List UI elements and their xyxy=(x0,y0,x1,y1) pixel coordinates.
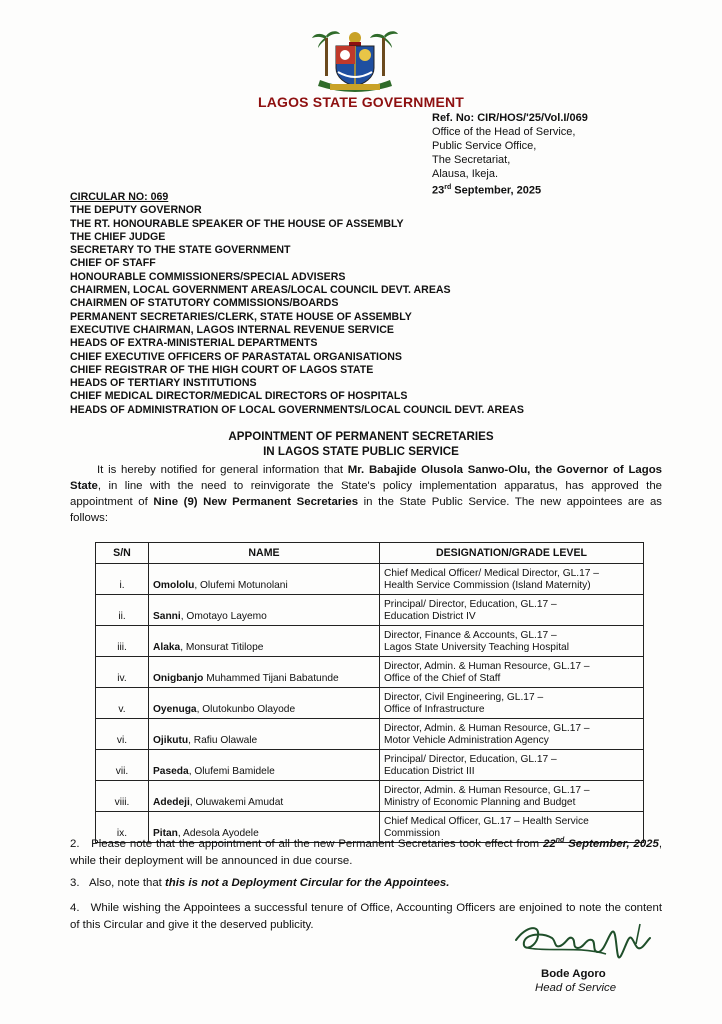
date-rest: September, 2025 xyxy=(451,184,542,197)
addressee: CHIEF EXECUTIVE OFFICERS OF PARASTATAL ORGANISATIONS xyxy=(70,350,402,363)
effective-rest: September, 2025 xyxy=(564,837,659,850)
addressee: CHIEF REGISTRAR OF THE HIGH COURT OF LAGOS STATE xyxy=(70,363,374,376)
addressee: CHAIRMEN, LOCAL GOVERNMENT AREAS/LOCAL COUNCIL DEVT. AREAS xyxy=(70,284,451,297)
surname: Omololu xyxy=(153,580,195,591)
designation xyxy=(380,595,644,626)
paragraph-2 xyxy=(70,832,662,870)
reference-number: Ref. No: CIR/HOS/'25/Vol.I/069 xyxy=(432,112,588,124)
addressee: HEADS OF TERTIARY INSTITUTIONS xyxy=(70,377,257,390)
designation-line: Ministry of Economic Planning and Budget xyxy=(384,797,576,808)
designation-line: Lagos State University Teaching Hospital xyxy=(384,642,569,653)
addressee: THE DEPUTY GOVERNOR xyxy=(70,204,202,217)
other-names: , Olutokunbo Olayode xyxy=(196,704,296,715)
serial-number: iv. xyxy=(96,657,149,688)
designation-line: Office of Infrastructure xyxy=(384,704,485,715)
appointees-table xyxy=(95,542,644,843)
address-line: Public Service Office, xyxy=(432,140,537,152)
government-title: LAGOS STATE GOVERNMENT xyxy=(257,94,465,110)
text: It is hereby notified for general information that xyxy=(97,464,348,476)
coat-of-arms-icon xyxy=(312,28,398,96)
serial-number: iii. xyxy=(96,626,149,657)
designation xyxy=(380,688,644,719)
other-names: , Olufemi Motunolani xyxy=(194,580,288,591)
column-header-name: NAME xyxy=(149,543,380,564)
column-header-sn: S/N xyxy=(96,543,149,564)
appointee-name xyxy=(149,626,380,657)
other-names: , Omotayo Layemo xyxy=(180,611,267,622)
appointee-name xyxy=(149,719,380,750)
text: , while their deployment will be announced in due course. xyxy=(70,837,663,867)
surname: Alaka xyxy=(153,642,181,653)
surname: Pitan xyxy=(153,828,178,839)
designation xyxy=(380,626,644,657)
paragraph-3 xyxy=(70,875,662,892)
address-line: Alausa, Ikeja. xyxy=(432,168,499,180)
designation-line: Director, Civil Engineering, GL.17 – xyxy=(384,692,544,703)
address-line: The Secretariat, xyxy=(432,154,511,166)
office-address xyxy=(432,111,588,198)
designation xyxy=(380,564,644,595)
paragraph-1 xyxy=(70,462,662,526)
other-names: , Adesola Ayodele xyxy=(177,828,259,839)
appointee-name xyxy=(149,688,380,719)
designation-line: Motor Vehicle Administration Agency xyxy=(384,735,549,746)
designation-line: Health Service Commission (Island Maternity) xyxy=(384,580,591,591)
text: Please note that the appointment of all the new Permanent Secretaries took effect from xyxy=(91,837,544,850)
addressee: THE CHIEF JUDGE xyxy=(70,230,166,243)
surname: Onigbanjo xyxy=(153,673,204,684)
table-row xyxy=(96,750,644,781)
text: in the State Public Service. The new appointees are as follows: xyxy=(70,496,662,524)
table-row xyxy=(96,781,644,812)
addressee: EXECUTIVE CHAIRMAN, LAGOS INTERNAL REVENUE SERVICE xyxy=(70,323,394,336)
addressee: HONOURABLE COMMISSIONERS/SPECIAL ADVISERS xyxy=(70,270,346,283)
addressee: THE RT. HONOURABLE SPEAKER OF THE HOUSE OF ASSEMBLY xyxy=(70,217,404,230)
paragraph-number: 3. xyxy=(70,877,80,889)
governor-name: Mr. Babajide Olusola Sanwo-Olu, the Governor of Lagos State xyxy=(70,464,662,492)
paragraph-number: 2. xyxy=(70,837,80,850)
surname: Oyenuga xyxy=(153,704,197,715)
appointment-count: Nine (9) New Permanent Secretaries xyxy=(153,496,359,508)
circular-number: CIRCULAR NO: 069 xyxy=(70,191,169,203)
addressee: HEADS OF EXTRA-MINISTERIAL DEPARTMENTS xyxy=(70,337,318,350)
designation-line: Education District IV xyxy=(384,611,476,622)
serial-number: ix. xyxy=(96,812,149,843)
table-row xyxy=(96,595,644,626)
designation xyxy=(380,781,644,812)
serial-number: vi. xyxy=(96,719,149,750)
serial-number: vii. xyxy=(96,750,149,781)
addressee: CHAIRMEN OF STATUTORY COMMISSIONS/BOARDS xyxy=(70,297,339,310)
serial-number: i. xyxy=(96,564,149,595)
addressee: CHIEF MEDICAL DIRECTOR/MEDICAL DIRECTORS OF HOSPITALS xyxy=(70,390,408,403)
designation-line: Principal/ Director, Education, GL.17 – xyxy=(384,599,557,610)
text: , in line with the need to reinvigorate the State's policy implementation apparatus, has approved the appointment of xyxy=(70,480,662,508)
surname: Ojikutu xyxy=(153,735,189,746)
text: Also, note that xyxy=(89,877,165,889)
date-suffix: rd xyxy=(444,184,452,191)
appointee-name xyxy=(149,750,380,781)
surname: Paseda xyxy=(153,766,189,777)
table-header-row xyxy=(96,543,644,564)
heading-line: IN LAGOS STATE PUBLIC SERVICE xyxy=(263,445,459,458)
serial-number: ii. xyxy=(96,595,149,626)
serial-number: v. xyxy=(96,688,149,719)
designation xyxy=(380,750,644,781)
signatory-title: Head of Service xyxy=(535,982,617,994)
addressee: PERMANENT SECRETARIES/CLERK, STATE HOUSE OF ASSEMBLY xyxy=(70,310,412,323)
designation-line: Principal/ Director, Education, GL.17 – xyxy=(384,754,557,765)
table-row xyxy=(96,688,644,719)
effective-date xyxy=(543,838,659,850)
appointee-name xyxy=(149,595,380,626)
circular-heading xyxy=(0,429,722,459)
surname: Sanni xyxy=(153,611,181,622)
designation-line: Education District III xyxy=(384,766,475,777)
other-names: , Rafiu Olawale xyxy=(188,735,258,746)
other-names: Muhammed Tijani Babatunde xyxy=(203,673,339,684)
addressee: SECRETARY TO THE STATE GOVERNMENT xyxy=(70,244,291,257)
designation-line: Director, Admin. & Human Resource, GL.17 – xyxy=(384,785,590,796)
designation-line: Office of the Chief of Staff xyxy=(384,673,501,684)
designation-line: Director, Admin. & Human Resource, GL.17 – xyxy=(384,661,590,672)
other-names: , Olufemi Bamidele xyxy=(188,766,275,777)
table-row xyxy=(96,719,644,750)
addressee: HEADS OF ADMINISTRATION OF LOCAL GOVERNMENTS/LOCAL COUNCIL DEVT. AREAS xyxy=(70,403,524,416)
designation xyxy=(380,657,644,688)
designation-line: Director, Finance & Accounts, GL.17 – xyxy=(384,630,557,641)
heading-line: APPOINTMENT OF PERMANENT SECRETARIES xyxy=(228,430,494,443)
appointee-name xyxy=(149,564,380,595)
designation-line: Chief Medical Officer/ Medical Director, GL.17 – xyxy=(384,568,599,579)
signatory-name: Bode Agoro xyxy=(541,968,606,980)
effective-day: 22 xyxy=(543,837,556,850)
designation-line: Director, Admin. & Human Resource, GL.17 – xyxy=(384,723,590,734)
other-names: , Oluwakemi Amudat xyxy=(189,797,284,808)
designation-line: Commission xyxy=(384,828,441,839)
address-line: Office of the Head of Service, xyxy=(432,126,576,138)
addressee: CHIEF OF STAFF xyxy=(70,257,156,270)
signature-icon xyxy=(508,918,658,968)
other-names: , Monsurat Titilope xyxy=(180,642,264,653)
table-row xyxy=(96,564,644,595)
effective-day-suffix: nd xyxy=(555,837,565,844)
emphasis: this is not a Deployment Circular for the Appointees. xyxy=(165,877,450,889)
appointee-name xyxy=(149,781,380,812)
column-header-designation: DESIGNATION/GRADE LEVEL xyxy=(380,543,644,564)
text: While wishing the Appointees a successful tenure of Office, Accounting Officers are enjoined to note the content of this Circular and give it the deserved publicity. xyxy=(70,902,662,931)
serial-number: viii. xyxy=(96,781,149,812)
surname: Adedeji xyxy=(153,797,190,808)
appointee-name xyxy=(149,657,380,688)
table-row xyxy=(96,657,644,688)
designation-line: Chief Medical Officer, GL.17 – Health Service xyxy=(384,816,589,827)
date-day: 23 xyxy=(432,184,445,197)
designation xyxy=(380,719,644,750)
table-row xyxy=(96,626,644,657)
paragraph-number: 4. xyxy=(70,902,80,914)
addressee-list xyxy=(70,191,524,417)
